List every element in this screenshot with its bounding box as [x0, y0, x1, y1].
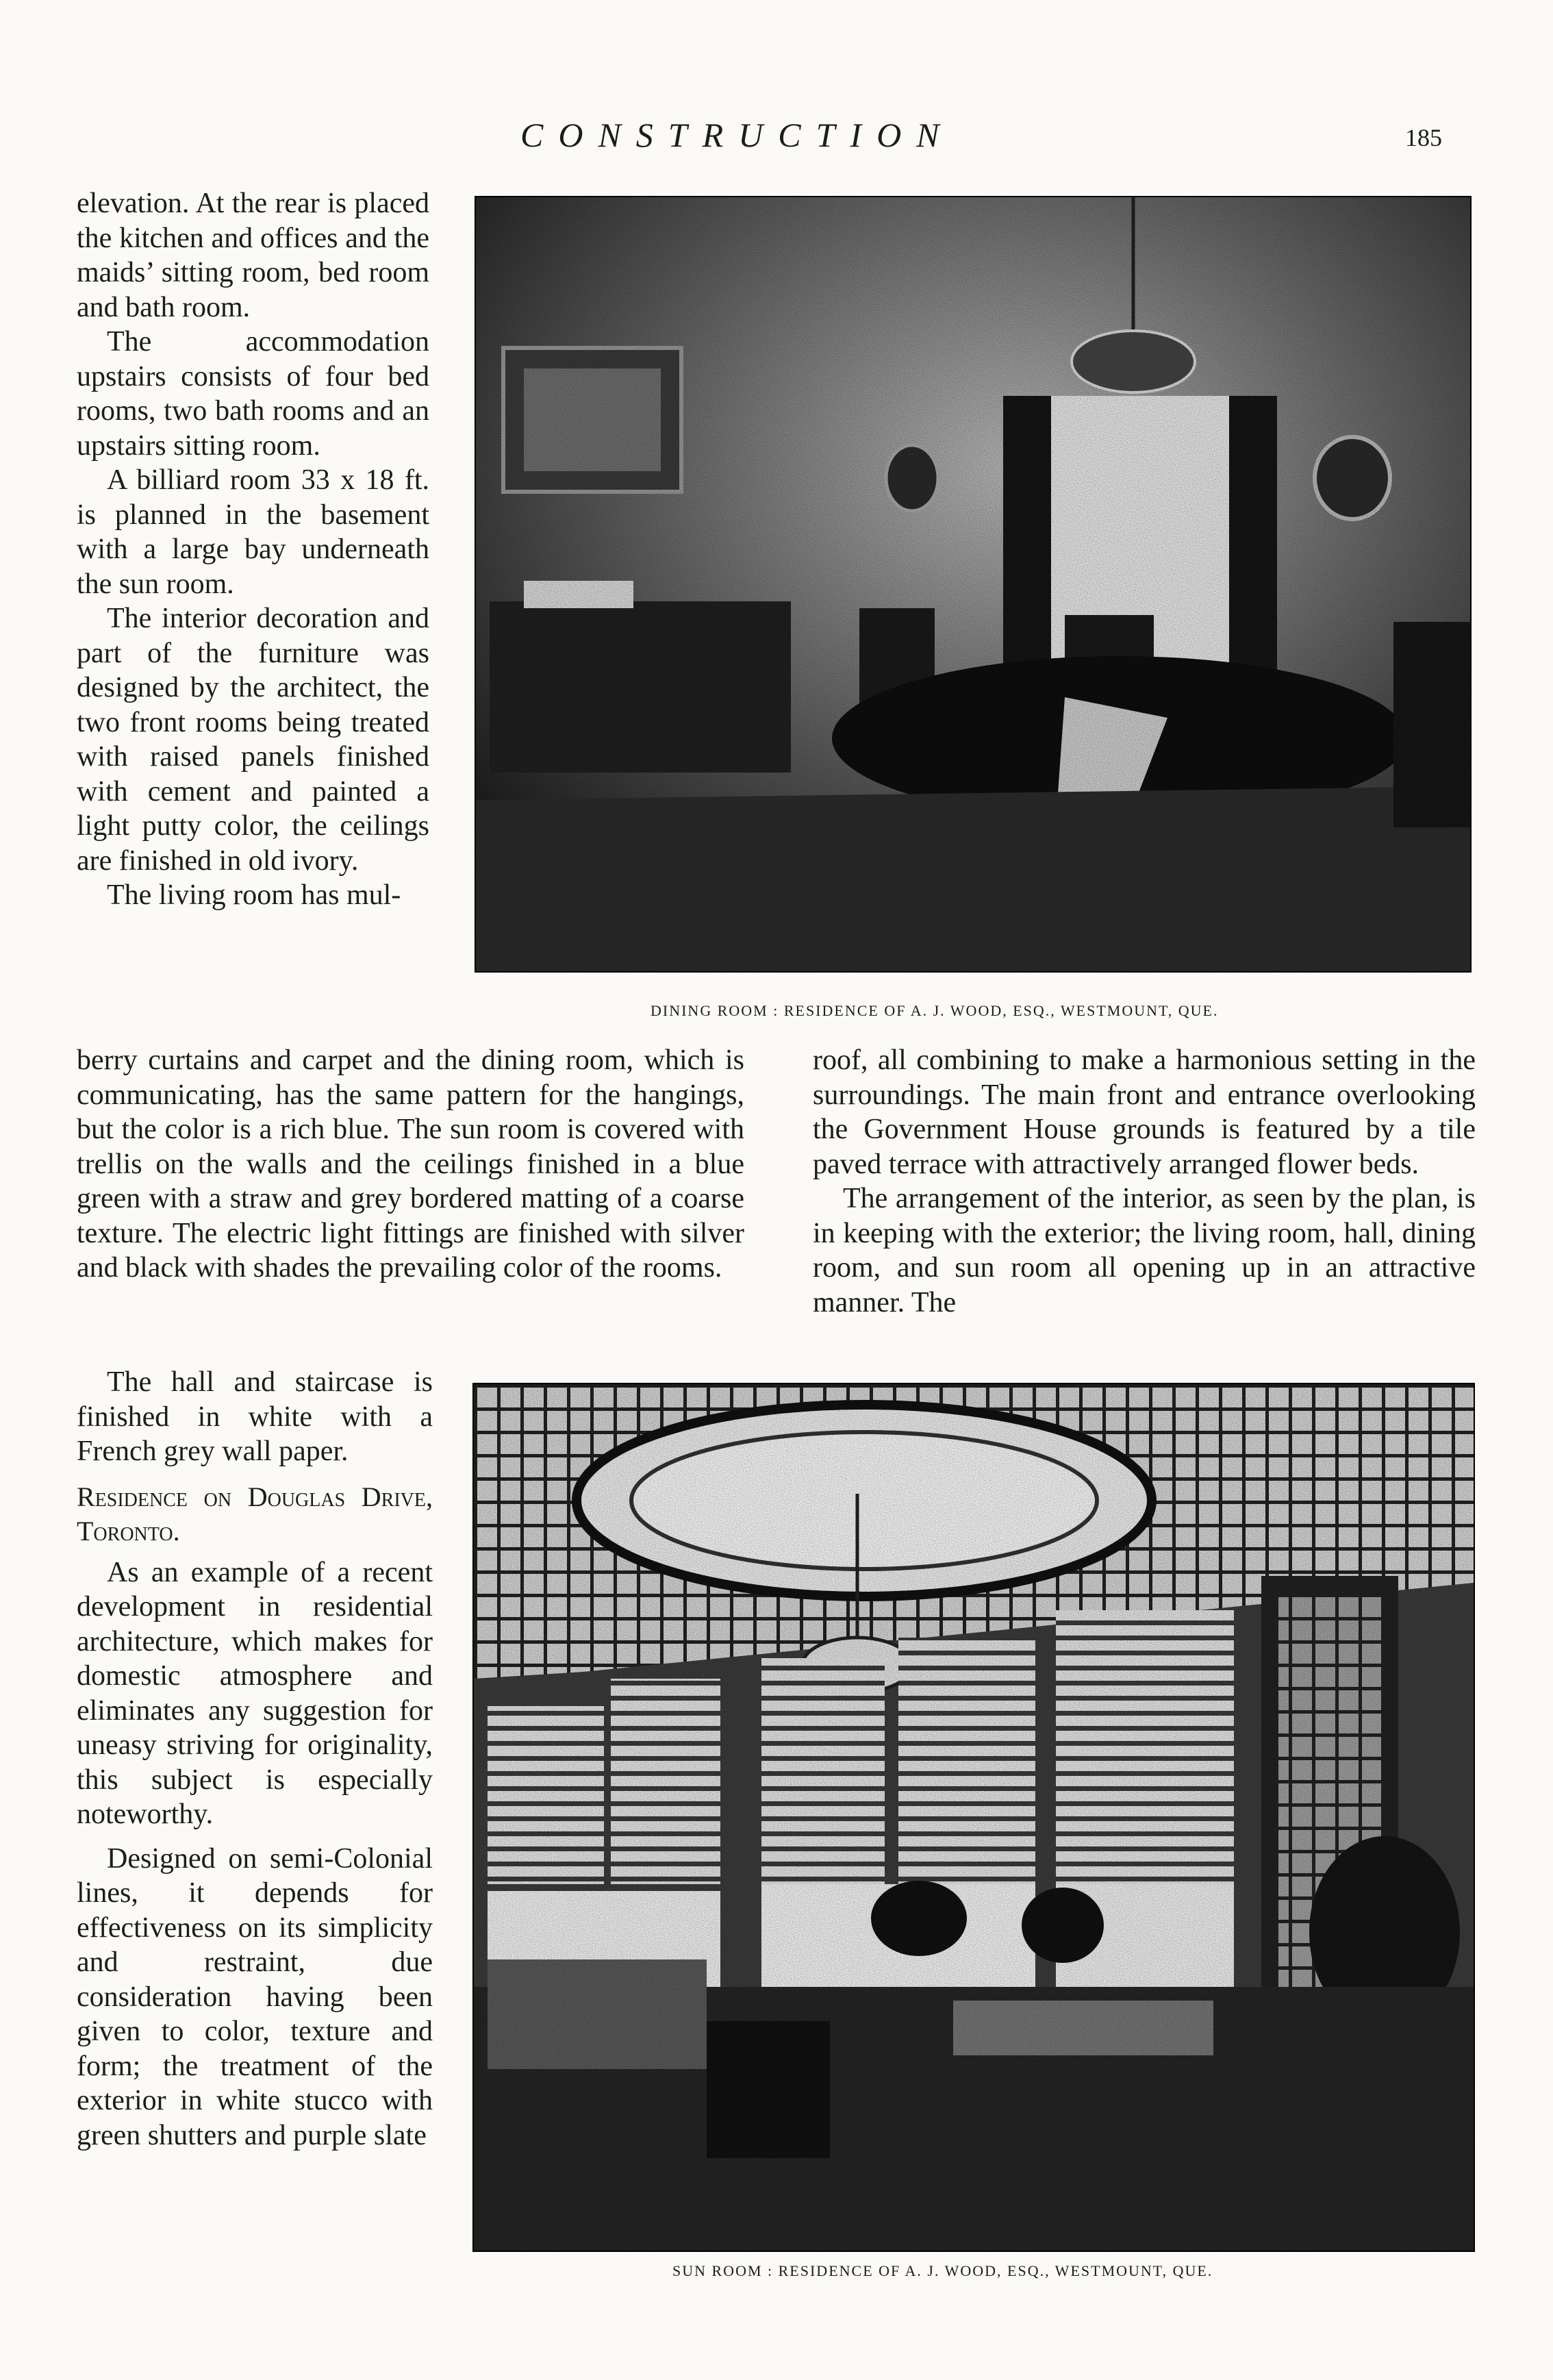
mid-right-column — [813, 1043, 1476, 1320]
paragraph: The interior decoration and part of the furniture was designed by the architect, the two front rooms being treated with raised panels finished with cement and painted a light putty color, the ceilings are finished in old ivory. — [77, 603, 429, 877]
sun-room-photo — [472, 1383, 1475, 2252]
paragraph: A billiard room 33 x 18 ft. is planned in the basement with a large bay underneath the sun room. — [77, 464, 429, 600]
page-number: 185 — [1405, 124, 1442, 151]
paragraph: The living room has mul- — [107, 879, 401, 911]
paragraph: The hall and staircase is finished in white with a French grey wall paper. — [77, 1366, 433, 1467]
section-heading: Residence on Douglas Drive, Toronto. — [77, 1481, 433, 1546]
paragraph: The arrangement of the interior, as seen by the plan, is in keeping with the exterior; the living room, hall, dining room, and sun room all opening up in an attractive manner. The — [813, 1183, 1476, 1318]
paragraph: Designed on semi-Colonial lines, it depends for effectiveness on its simplicity and restraint, due consideration having been given to color, texture and form; the treatment of the exterior in white stucco with green shutters and purple slate — [77, 1842, 433, 2151]
paragraph: The accommodation upstairs consists of four bed rooms, two bath rooms and an upstairs sitting room. — [77, 326, 429, 462]
paragraph: As an example of a recent development in residential architecture, which makes for domestic atmosphere and eliminates any suggestion for uneasy striving for originality, this subject is especially noteworthy. — [77, 1556, 433, 1830]
running-head: CONSTRUCTION — [520, 116, 955, 154]
lower-left-column — [77, 1365, 433, 2153]
paragraph: roof, all combining to make a harmonious setting in the surroundings. The main front and entrance overlooking the Government House grounds is featured by a tile paved terrace with attractively arranged flower beds. — [813, 1044, 1476, 1180]
dining-room-photo — [475, 196, 1472, 973]
paragraph: elevation. At the rear is placed the kitchen and offices and the maids’ sitting room, bed room and bath room. — [77, 188, 429, 323]
sun-room-caption: SUN ROOM : RESIDENCE OF A. J. WOOD, ESQ., WESTMOUNT, QUE. — [672, 2262, 1213, 2279]
mid-left-column — [77, 1043, 744, 1286]
left-column-top — [77, 186, 429, 913]
dining-room-caption: DINING ROOM : RESIDENCE OF A. J. WOOD, ESQ., WESTMOUNT, QUE. — [651, 1002, 1219, 1019]
paragraph: berry curtains and carpet and the dining room, which is communicating, has the same pattern for the hangings, but the color is a rich blue. The sun room is covered with trellis on the walls and the ceilings finished in a blue green with a straw and grey bordered matting of a coarse texture. The electric light fittings are finished with silver and black with shades the prevailing color of the rooms. — [77, 1044, 744, 1283]
